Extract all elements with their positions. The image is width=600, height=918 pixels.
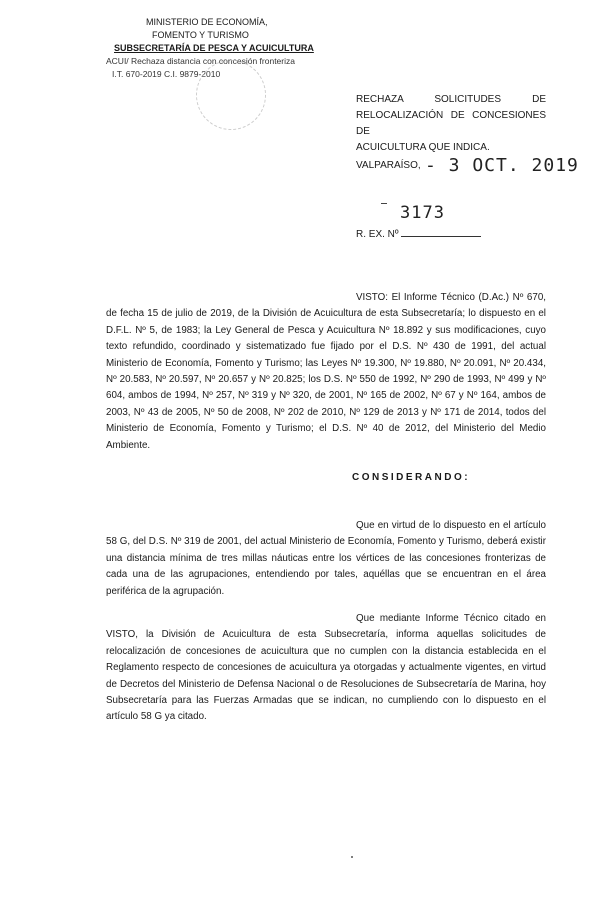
- resolution-label: [356, 228, 481, 240]
- date-place: VALPARAÍSO,: [356, 160, 421, 171]
- dash-mark: [381, 203, 387, 204]
- visto-paragraph: VISTO: El Informe Técnico (D.Ac.) Nº 670, de fecha 15 de julio de 2019, de la División de Acuicultura de esta Subsecretaría; lo dispuesto en el D.F.L. Nº 5, de 1983; la Ley General de Pesca y Acuicultura Nº 18.892 y sus modificaciones, cuyo texto refundido, coordinado y sistematizado fue fijado por el D.S. Nº 430 de 1991, del actual Ministerio de Economía, Fomento y Turismo; las Leyes Nº 19.300, Nº 19.880, Nº 20.091, Nº 20.434, Nº 20.583, Nº 20.597, Nº 20.657 y Nº 20.825; los D.S. Nº 550 de 1992, Nº 290 de 1993, Nº 499 y Nº 604, ambos de 1994, Nº 257, Nº 319 y Nº 320, de 2001, Nº 165 de 2002, Nº 67 y Nº 164, ambos de 2003, Nº 43 de 2005, Nº 50 de 2008, Nº 202 de 2010, Nº 129 de 2013 y Nº 171 de 2014, todos del Ministerio de Economía, Fomento y Turismo; el D.S. Nº 40 de 2012, del Ministerio del Medio Ambiente.: [106, 292, 546, 451]
- resolution-blank-line: [401, 228, 481, 237]
- stamp-icon: [196, 60, 266, 130]
- undersecretariat-name: SUBSECRETARÍA DE PESCA Y ACUICULTURA: [114, 43, 314, 53]
- handwritten-date: - 3 OCT. 2019: [425, 155, 579, 176]
- subject-line: RECHAZA SOLICITUDES DE: [356, 94, 546, 105]
- subject-line: ACUICULTURA QUE INDICA.: [356, 142, 490, 153]
- considerando-paragraph-1: Que en virtud de lo dispuesto en el artículo 58 G, del D.S. Nº 319 de 2001, del actual Ministerio de Economía, Fomento y Turismo, deberá existir una distancia mínima de tres millas náuticas entre los vértices de las concesiones fronterizas de cada una de las agrupaciones, entendiendo por tales, aquéllas que se encuentran en el área periférica de la agrupación.: [106, 520, 546, 597]
- considerando-heading: CONSIDERANDO:: [352, 472, 471, 483]
- resolution-number: 3173: [400, 203, 445, 223]
- subject-line: RELOCALIZACIÓN DE CONCESIONES DE: [356, 110, 546, 137]
- reference-line: ACUI/ Rechaza distancia con concesión fronteriza: [106, 56, 295, 66]
- reference-code: I.T. 670-2019 C.I. 9879-2010: [112, 69, 221, 79]
- page-mark: [351, 856, 353, 858]
- ministry-name-cont: FOMENTO Y TURISMO: [152, 30, 249, 40]
- resolution-label-text: R. EX. Nº: [356, 229, 399, 240]
- considerando-paragraph-2: Que mediante Informe Técnico citado en VISTO, la División de Acuicultura de esta Subsecretaría, informa aquellas solicitudes de relocalización de concesiones de acuicultura que no cumplen con la distancia establecida en el Reglamento respecto de concesiones de acuicultura ya otorgadas y actualmente vigentes, en virtud de Decretos del Ministerio de Defensa Nacional o de Resoluciones de Subsecretaría de Marina, hoy Subsecretaría para las Fuerzas Armadas que se indican, no cumpliendo con lo dispuesto en el artículo 58 G ya citado.: [106, 613, 546, 723]
- subject-block: [356, 92, 546, 156]
- ministry-name: MINISTERIO DE ECONOMÍA,: [146, 17, 268, 27]
